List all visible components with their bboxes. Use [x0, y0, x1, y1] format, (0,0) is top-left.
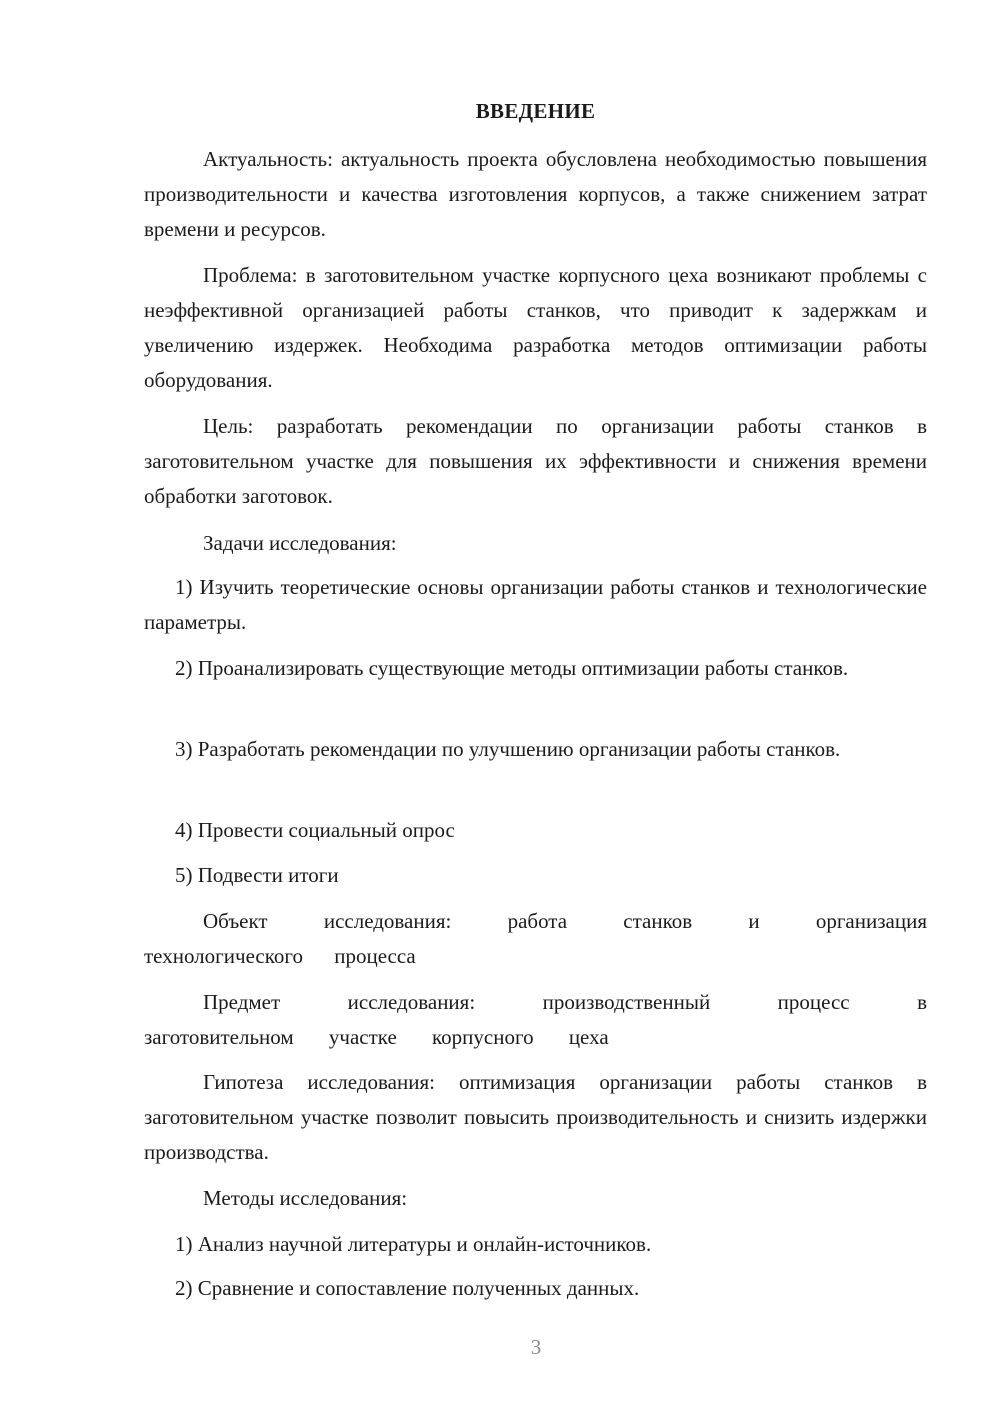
methods-title: Методы исследования: — [203, 1186, 408, 1210]
tasks-title: Задачи исследования: — [203, 531, 397, 555]
relevance-paragraph: Актуальность: актуальность проекта обусловлена необходимостью повышения производительности и качества изготовления корпусов, а также снижением затрат времени и ресурсов. — [144, 147, 927, 241]
method-item-2: 2) Сравнение и сопоставление полученных данных. — [175, 1276, 640, 1300]
task-item-2: 2) Проанализировать существующие методы оптимизации работы станков. — [175, 656, 849, 680]
goal-paragraph: Цель: разработать рекомендации по организации работы станков в заготовительном участке для повышения их эффективности и снижения времени обработки заготовок. — [144, 414, 927, 508]
problem-paragraph: Проблема: в заготовительном участке корпусного цеха возникают проблемы с неэффективной организацией работы станков, что приводит к задержкам и увеличению издержек. Необходима разработка методов оптимизации работы оборудования. — [144, 263, 927, 392]
task-item-4: 4) Провести социальный опрос — [175, 818, 455, 842]
subject-paragraph: Предмет исследования: производственный процесс в заготовительном участке корпусного цеха — [144, 990, 927, 1049]
section-heading: ВВЕДЕНИЕ — [475, 99, 596, 123]
task-item-1: 1) Изучить теоретические основы организации работы станков и технологические параметры. — [144, 575, 927, 634]
task-item-5: 5) Подвести итоги — [175, 863, 339, 887]
hypothesis-paragraph: Гипотеза исследования: оптимизация организации работы станков в заготовительном участке позволит повысить производительность и снизить издержки производства. — [144, 1070, 927, 1164]
page-number: 3 — [530, 1335, 542, 1359]
object-paragraph: Объект исследования: работа станков и организация технологического процесса — [144, 909, 927, 968]
method-item-1: 1) Анализ научной литературы и онлайн-источников. — [175, 1232, 652, 1256]
task-item-3: 3) Разработать рекомендации по улучшению организации работы станков. — [175, 737, 841, 761]
